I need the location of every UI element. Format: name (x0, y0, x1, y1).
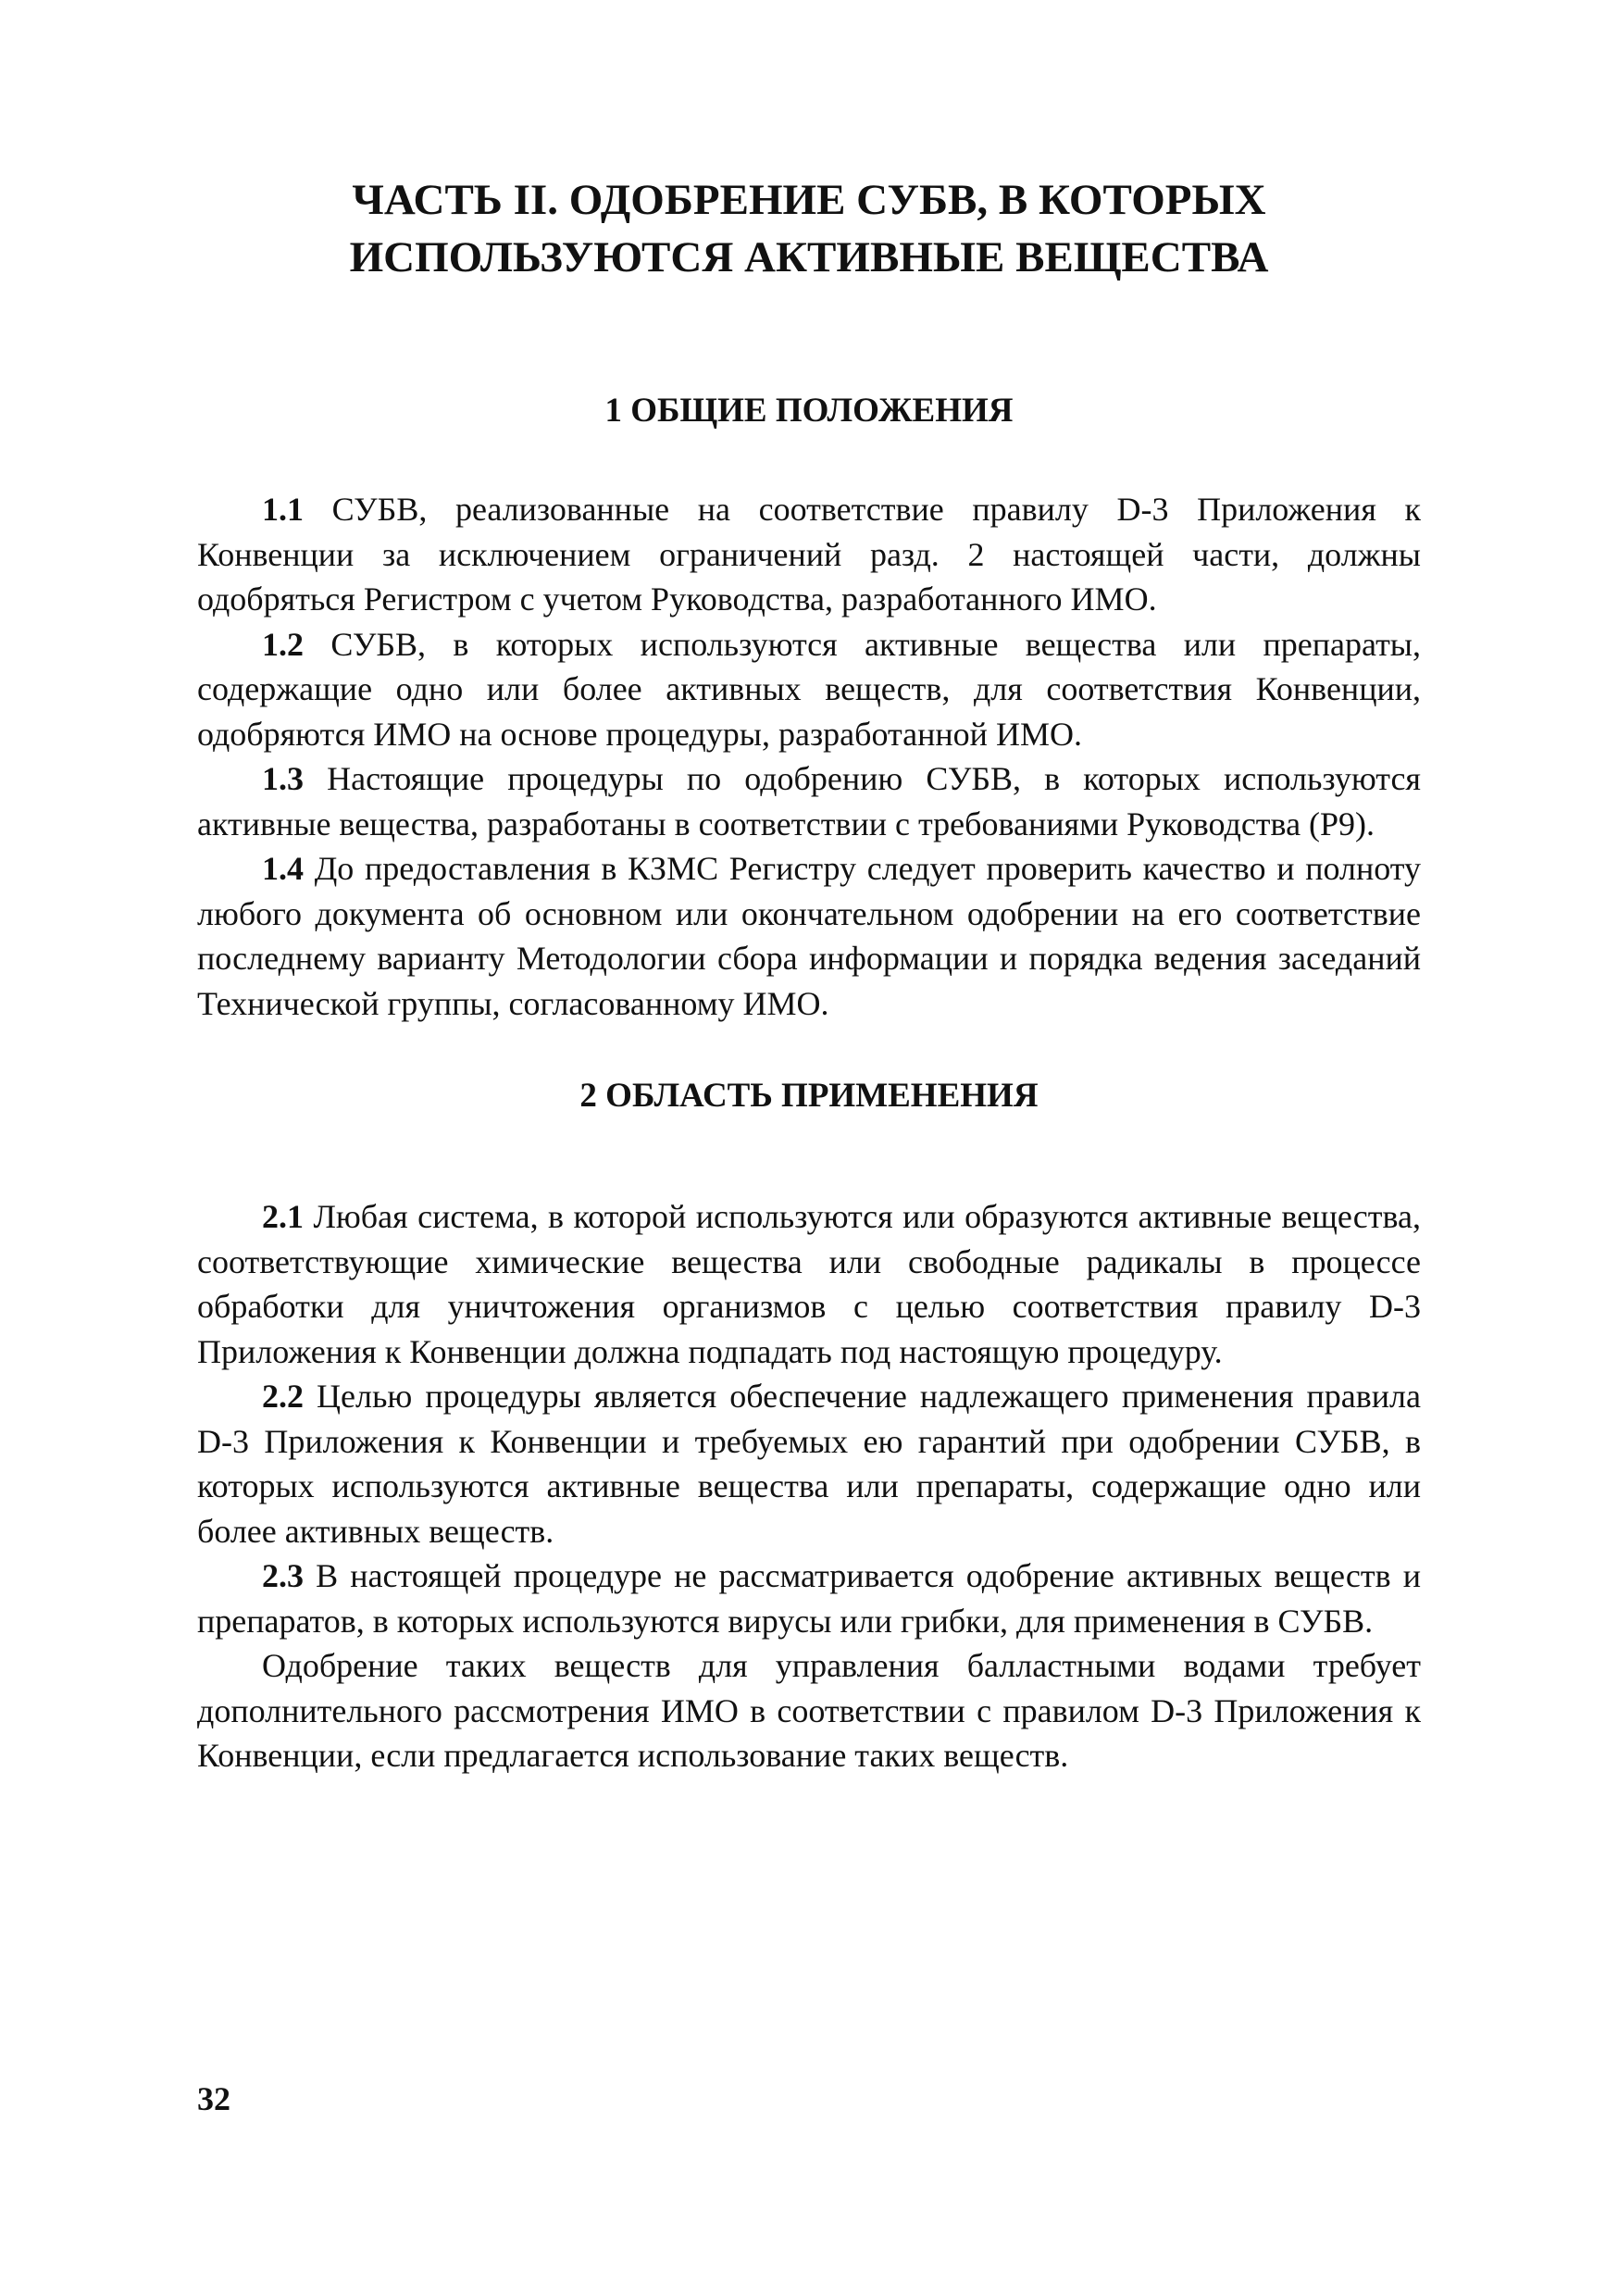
paragraph-text: Целью процедуры является обеспечение надлежащего применения правила D-3 Приложения к Конвенции и требуемых ею гарантий при одобрении СУБВ, в которых используются активные вещества или препараты, содержащие одно или более активных веществ. (197, 1378, 1421, 1550)
paragraph-1-4 (197, 846, 1421, 1026)
paragraph-2-3 (197, 1554, 1421, 1643)
paragraph-2-2 (197, 1374, 1421, 1554)
section-1-heading: 1 ОБЩИЕ ПОЛОЖЕНИЯ (604, 392, 1014, 430)
document-body (197, 387, 1421, 1778)
paragraph-1-3 (197, 756, 1421, 846)
paragraph-text: До предоставления в КЗМС Регистру следует проверить качество и полноту любого документа об основном или окончательном одобрении на его соответствие последнему варианту Методологии сбора информации и порядка ведения заседаний Технической группы, согласованному ИМО. (197, 850, 1421, 1022)
paragraph-number: 1.1 (262, 491, 304, 528)
paragraph-number: 1.2 (262, 625, 304, 663)
section-2-heading: 2 ОБЛАСТЬ ПРИМЕНЕНИЯ (579, 1077, 1039, 1115)
paragraph-number: 1.3 (262, 760, 304, 797)
paragraph-number: 2.2 (262, 1378, 304, 1415)
paragraph-text: Любая система, в которой используются или образуются активные вещества, соответствующие химические вещества или свободные радикалы в процессе обработки для уничтожения организмов с целью соответствия правилу D-3 Приложения к Конвенции должна подпадать под настоящую процедуру. (197, 1198, 1421, 1370)
paragraph-text: Одобрение таких веществ для управления балластными водами требует дополнительного рассмотрения ИМО в соответствии с правилом D-3 Приложения к Конвенции, если предлагается использование таких веществ. (197, 1647, 1421, 1774)
paragraph-text: Настоящие процедуры по одобрению СУБВ, в которых используются активные вещества, разработаны в соответствии с требованиями Руководства (Р9). (197, 760, 1421, 842)
paragraph-number: 2.3 (262, 1557, 304, 1594)
paragraph-1-1 (197, 487, 1421, 622)
paragraph-text: СУБВ, реализованные на соответствие правилу D-3 Приложения к Конвенции за исключением ограничений разд. 2 настоящей части, должны одобряться Регистром с учетом Руководства, разработанного ИМО. (197, 491, 1421, 618)
paragraph-1-2 (197, 622, 1421, 757)
part-title (197, 171, 1421, 286)
part-title-line-1: ЧАСТЬ II. ОДОБРЕНИЕ СУБВ, В КОТОРЫХ (352, 176, 1266, 224)
paragraph-number: 1.4 (262, 850, 304, 887)
paragraph-2-1 (197, 1194, 1421, 1374)
page-number: 32 (197, 2080, 230, 2117)
paragraph-text: В настоящей процедуре не рассматривается одобрение активных веществ и препаратов, в которых используются вирусы или грибки, для применения в СУБВ. (197, 1557, 1421, 1640)
paragraph-2-3-continuation (197, 1643, 1421, 1778)
paragraph-text: СУБВ, в которых используются активные вещества или препараты, содержащие одно или более активных веществ, для соответствия Конвенции, одобряются ИМО на основе процедуры, разработанной ИМО. (197, 625, 1421, 753)
part-title-line-2: ИСПОЛЬЗУЮТСЯ АКТИВНЫЕ ВЕЩЕСТВА (349, 233, 1269, 281)
paragraph-number: 2.1 (262, 1198, 304, 1235)
